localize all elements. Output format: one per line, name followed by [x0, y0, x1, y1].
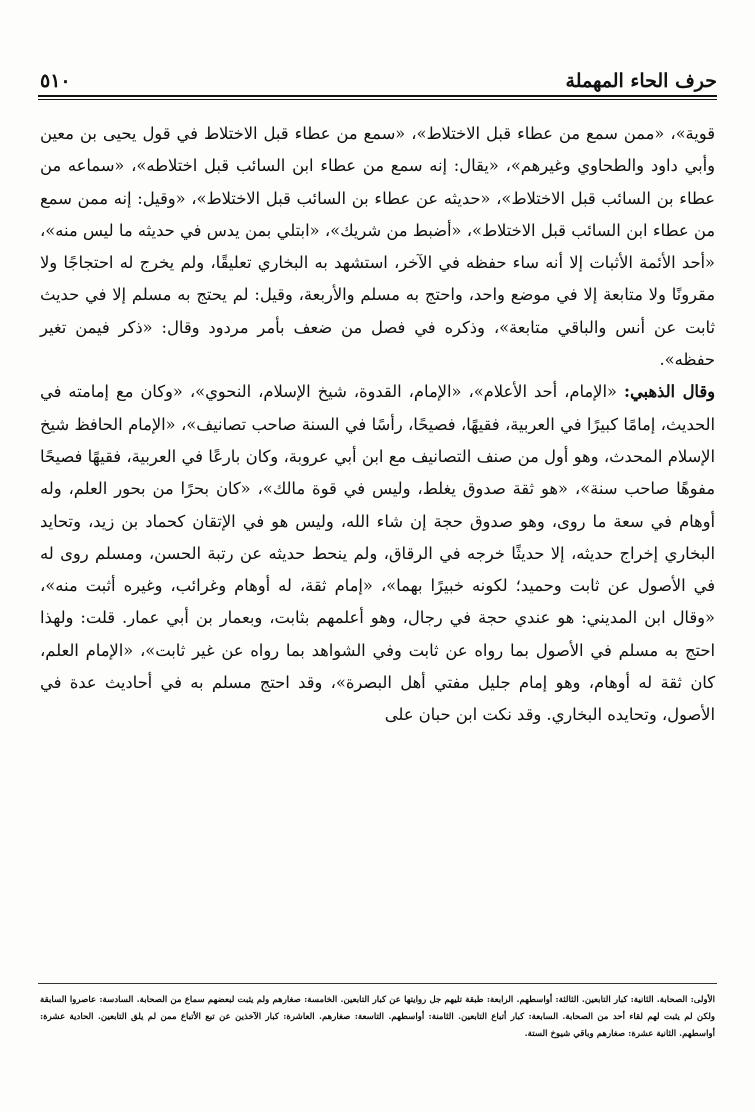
main-text: [40, 118, 715, 732]
paragraph: قوية»، «ممن سمع من عطاء قبل الاختلاط»، «سمع من عطاء قبل الاختلاط في قول يحيى بن معين وأبي داود والطحاوي وغيرهم»، «يقال: إنه سمع من عطاء ابن السائب قبل اختلاطه»، «سماعه من عطاء بن السائب قبل الاختلاط»، «حديثه عن عطاء بن السائب قبل الاختلاط»، «وقيل: إنه ممن سمع من عطاء ابن السائب قبل الاختلاط»، «أضبط من شريك»، «ابتلي بمن يدس في حديثه ما ليس منه»، «أحد الأئمة الأثبات إلا أنه ساء حفظه في الآخر، استشهد به البخاري تعليقًا، ولم يخرج له احتجاجًا ولا مقرونًا ولا متابعة إلا في موضع واحد، واحتج به مسلم والأربعة، وقيل: لم يحتج به مسلم إلا في حديث ثابت عن أنس والباقي متابعة»، وذكره في فصل من ضعف بأمر مردود وقال: «ذكر فيمن تغير حفظه».: [40, 124, 715, 370]
paragraph-lead: وقال الذهبي:: [623, 382, 716, 402]
paragraph: [40, 376, 715, 731]
page-number: ٥١٠: [40, 70, 71, 92]
footnotes: [40, 992, 715, 1043]
page-title: حرف الحاء المهملة: [565, 70, 717, 92]
footnote-divider: [38, 983, 717, 984]
paragraph-text: «الإمام، أحد الأعلام»، «الإمام، القدوة، شيخ الإسلام، النحوي»، «وكان مع إمامته في الحديث، إمامًا كبيرًا في العربية، فقيهًا، فصيحًا، رأسًا في السنة صاحب تصانيف»، «الإمام الحافظ شيخ الإسلام المحدث، وهو أول من صنف التصانيف مع ابن أبي عروبة، وكان بارعًا في العربية، فقيهًا فصيحًا مفوهًا صاحب سنة»، «هو ثقة صدوق يغلط، وليس في قوة مالك»، «كان بحرًا من بحور العلم، وله أوهام في سعة ما روى، وهو صدوق حجة إن شاء الله، وليس هو في الإتقان كحماد بن زيد، وتحايد البخاري إخراج حديثه، إلا حديثًا خرجه في الرقاق، ولم ينحط حديثه عن رتبة الحسن، ومسلم روى له في الأصول عن ثابت وحميد؛ لكونه خبيرًا بهما»، «إمام ثقة، له أوهام وغرائب، وغيره أثبت منه»، «وقال ابن المديني: هو عندي حجة في رجال، وهو أعلمهم بثابت، وبعمار بن أبي عمار. قلت: ولهذا احتج به مسلم في الأصول بما رواه عن ثابت وفي الشواهد بما رواه عن غير ثابت»، «الإمام العلم، كان ثقة له أوهام، وهو إمام جليل مفتي أهل البصرة»، وقد احتج مسلم به في أحاديث عدة في الأصول، وتحايده البخاري. وقد نكت ابن حبان على: [40, 382, 715, 725]
page-header: [40, 52, 717, 92]
footnote-text: الأولى: الصحابة. الثانية: كبار التابعين. الثالثة: أواسطهم. الرابعة: طبقة تليهم جل روايتها عن كبار التابعين. الخامسة: صغارهم ولم يثبت لبعضهم سماع من الصحابة. السادسة: عاصروا السابقة ولكن لم يثبت لهم لقاء أحد من الصحابة. السابعة: كبار أتباع التابعين. الثامنة: أواسطهم. التاسعة: صغارهم. العاشرة: كبار الآخذين عن تبع الأتباع ممن لم يلق التابعين. الحادية عشرة: أواسطهم. الثانية عشرة: صغارهم وباقي شيوخ الستة.: [40, 995, 715, 1039]
header-divider: [38, 95, 717, 100]
